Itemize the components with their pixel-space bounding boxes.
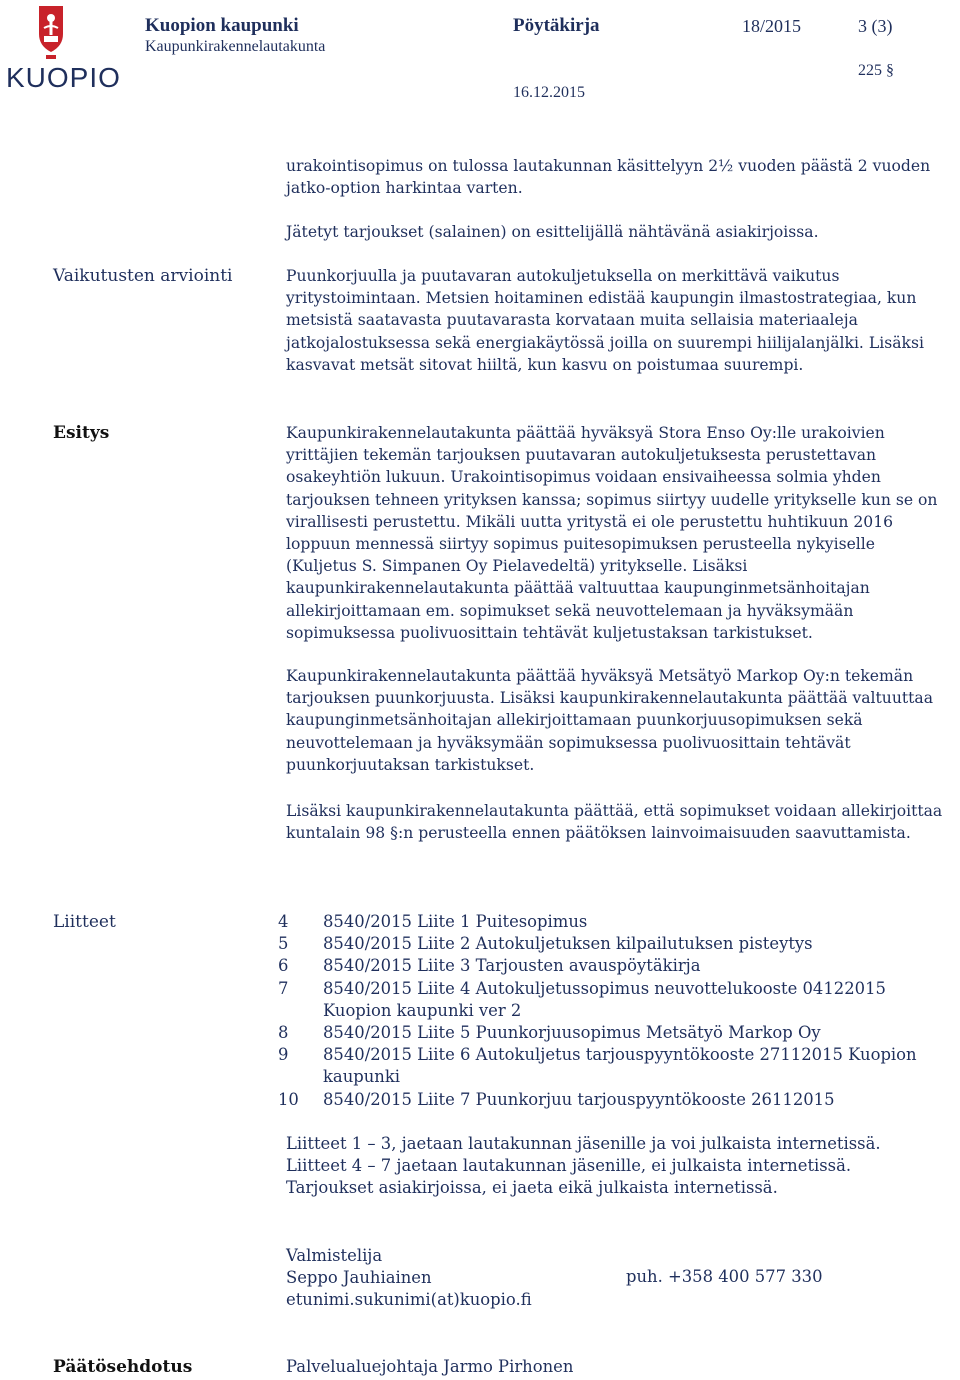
organization-name: Kuopion kaupunki [145, 15, 299, 36]
document-type: Pöytäkirja [513, 15, 600, 36]
decision-label: Päätösehdotus [53, 1357, 193, 1377]
impact-label: Vaikutusten arviointi [53, 266, 233, 286]
proposal-paragraph-2: Kaupunkirakennelautakunta päättää hyväksyä Metsätyö Markop Oy:n tekemän tarjouksen puunkorjuusta. Lisäksi kaupunkirakennelautakunta päättää valtuuttaa kaupunginmetsänhoitajan allekirjoittamaan puunkorjuusopimuksen sekä neuvottelemaan ja hyväksymään sopimuksessa puolivuosittain tehtävät puunkorjuutaksan tarkistukset. [286, 667, 934, 774]
page-number: 3 (3) [858, 16, 893, 36]
attachment-note-2: Liitteet 4 – 7 jaetaan lautakunnan jäsenille, ei julkaista internetissä. [286, 1156, 852, 1176]
decision-text: Palvelualuejohtaja Jarmo Pirhonen [286, 1357, 574, 1376]
attachment-note-3: Tarjoukset asiakirjoissa, ei jaeta eikä julkaista internetissä. [286, 1178, 778, 1198]
proposal-paragraph-3: Lisäksi kaupunkirakennelautakunta päättää, että sopimukset voidaan allekirjoittaa kuntalain 98 §:n perusteella ennen päätöksen lainvoimaisuuden saavuttamista. [286, 802, 943, 843]
attachment-item[interactable]: 9 8540/2015 Liite 6 Autokuljetus tarjouspyyntökooste 27112015 Kuopion kaupunki [278, 1045, 917, 1087]
unit-name: Kaupunkirakennelautakunta [145, 38, 326, 55]
attachment-item[interactable]: 5 8540/2015 Liite 2 Autokuljetuksen kilpailutuksen pisteytys [278, 934, 813, 954]
attachments-list [278, 911, 933, 1111]
attachment-note-1: Liitteet 1 – 3, jaetaan lautakunnan jäsenille ja voi julkaista internetissä. [286, 1134, 881, 1153]
meeting-date: 16.12.2015 [513, 84, 585, 101]
proposal-paragraph-1: Kaupunkirakennelautakunta päättää hyväksyä Stora Enso Oy:lle urakoivien yrittäjien tekemän tarjouksen puutavaran autokuljetuksesta perustettavan osakeyhtiön lukuun. Urakointisopimus voidaan ensivaiheessa solmia yhden tarjouksen tehneen yrityksen kanssa; sopimus siirtyy uudelle yritykselle kun se on virallisesti perustettu. Mikäli uutta yritystä ei ole perustettu huhtikuun 2016 loppuun mennessä siirtyy sopimus puitesopimuksen perusteella nykyiselle (Kuljetus S. Simpanen Oy Pielavedeltä) yritykselle. Lisäksi kaupunkirakennelautakunta päättää valtuuttaa kaupunginmetsänhoitajan allekirjoittamaan em. sopimukset sekä neuvottelemaan ja hyväksymään sopimuksessa puolivuosittain tehtävät kuljetustaksan tarkistukset. [286, 424, 938, 642]
proposal-label: Esitys [53, 423, 110, 443]
impact-text: Puunkorjuulla ja puutavaran autokuljetuksella on merkittävä vaikutus yritystoimintaan. Metsien hoitaminen edistää kaupungin ilmastostrategiaa, kun metsistä saatavasta puutavarasta korvataan muita sellaisia materiaaleja jatkojalostuksessa sekä energiakäytössä joilla on suurempi hiilijalanjälki. Lisäksi kasvavat metsät sitovat hiiltä, kun kasvu on poistumaa suurempi. [286, 267, 924, 374]
intro-paragraph: urakointisopimus on tulossa lautakunnan käsittelyyn 2½ vuoden päästä 2 vuoden jatko-option harkintaa varten. [286, 157, 931, 198]
attachment-item[interactable]: 7 8540/2015 Liite 4 Autokuljetussopimus neuvottelukooste 04122015 Kuopion kaupunki ver 2 [278, 978, 886, 1020]
section-number: 225 § [858, 62, 894, 79]
attachment-item[interactable]: 6 8540/2015 Liite 3 Tarjousten avauspöytäkirja [278, 956, 701, 976]
preparer-block [286, 1245, 532, 1312]
preparer-title: Valmistelija [286, 1246, 383, 1265]
document-number: 18/2015 [742, 16, 802, 36]
attachment-notes [286, 1133, 881, 1200]
preparer-phone: puh. +358 400 577 330 [626, 1267, 823, 1286]
offers-note: Jätetyt tarjoukset (salainen) on esittelijällä nähtävänä asiakirjoissa. [286, 223, 819, 241]
attachments-label: Liitteet [53, 912, 116, 932]
attachment-item[interactable]: 8 8540/2015 Liite 5 Puunkorjuusopimus Metsätyö Markop Oy [278, 1023, 821, 1043]
attachment-item[interactable]: 10 8540/2015 Liite 7 Puunkorjuu tarjouspyyntökooste 26112015 [278, 1089, 835, 1109]
attachment-item[interactable]: 4 8540/2015 Liite 1 Puitesopimus [278, 912, 588, 931]
preparer-name: Seppo Jauhiainen [286, 1268, 432, 1288]
preparer-email: etunimi.sukunimi(at)kuopio.fi [286, 1290, 532, 1310]
kuopio-logo [6, 4, 121, 96]
logo-text: KUOPIO [6, 62, 121, 93]
